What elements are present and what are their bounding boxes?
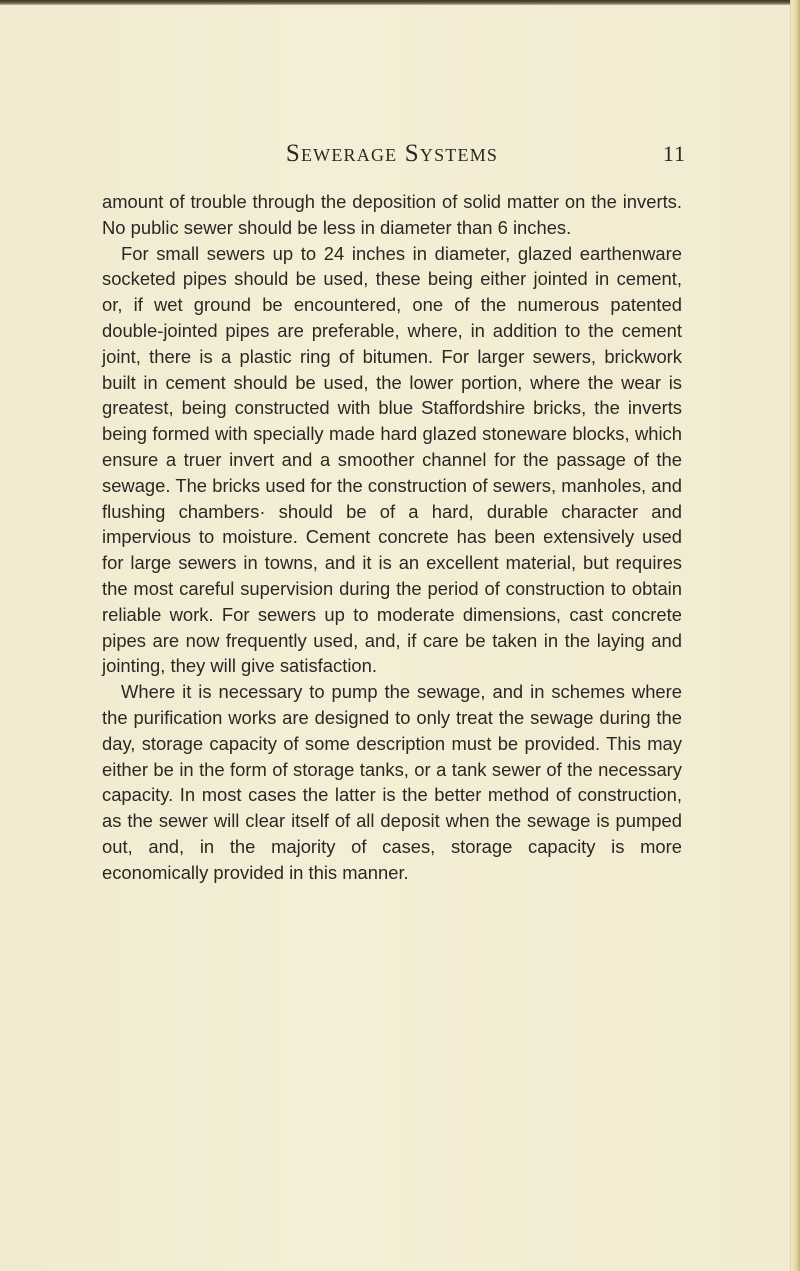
paragraph: Where it is necessary to pump the sewage, and in schemes where the purification works are designed to only treat the sewage during the day, storage capacity of some description must be provided. This may either be in the form of storage tanks, or a tank sewer of the necessary capacity. In most cases the latter is the better method of construction, as the sewer will clear itself of all deposit when the sewage is pumped out, and, in the majority of cases, storage capacity is more economically provided in this manner.	[102, 681, 682, 883]
running-head-title: Sewerage Systems	[285, 140, 499, 167]
body-text	[102, 189, 682, 886]
page-number: 11	[662, 141, 686, 166]
page-right-edge	[790, 0, 800, 1271]
paragraph: For small sewers up to 24 inches in diameter, glazed earthenware socketed pipes should be used, these being either jointed in cement, or, if wet ground be encountered, one of the numerous patented double-jointed pipes are preferable, where, in addition to the cement joint, there is a plastic ring of bitumen. For larger sewers, brickwork built in cement should be used, the lower portion, where the wear is greatest, being constructed with blue Staffordshire bricks, the inverts being formed with specially made hard glazed stoneware blocks, which ensure a truer invert and a smoother channel for the passage of the sewage. The bricks used for the construction of sewers, manholes, and flushing chambers· should be of a hard, durable character and impervious to moisture. Cement concrete has been extensively used for large sewers in towns, and it is an excellent material, but requires the most careful supervision during the period of construction to obtain reliable work. For sewers up to moderate dimensions, cast concrete pipes are now frequently used, and, if care be taken in the laying and jointing, they will give satisfaction.	[102, 242, 682, 677]
page-top-edge	[0, 0, 800, 5]
paragraph: amount of trouble through the deposition of solid matter on the inverts. No public sewer should be less in diameter than 6 inches.	[102, 191, 682, 238]
running-head	[102, 140, 686, 174]
